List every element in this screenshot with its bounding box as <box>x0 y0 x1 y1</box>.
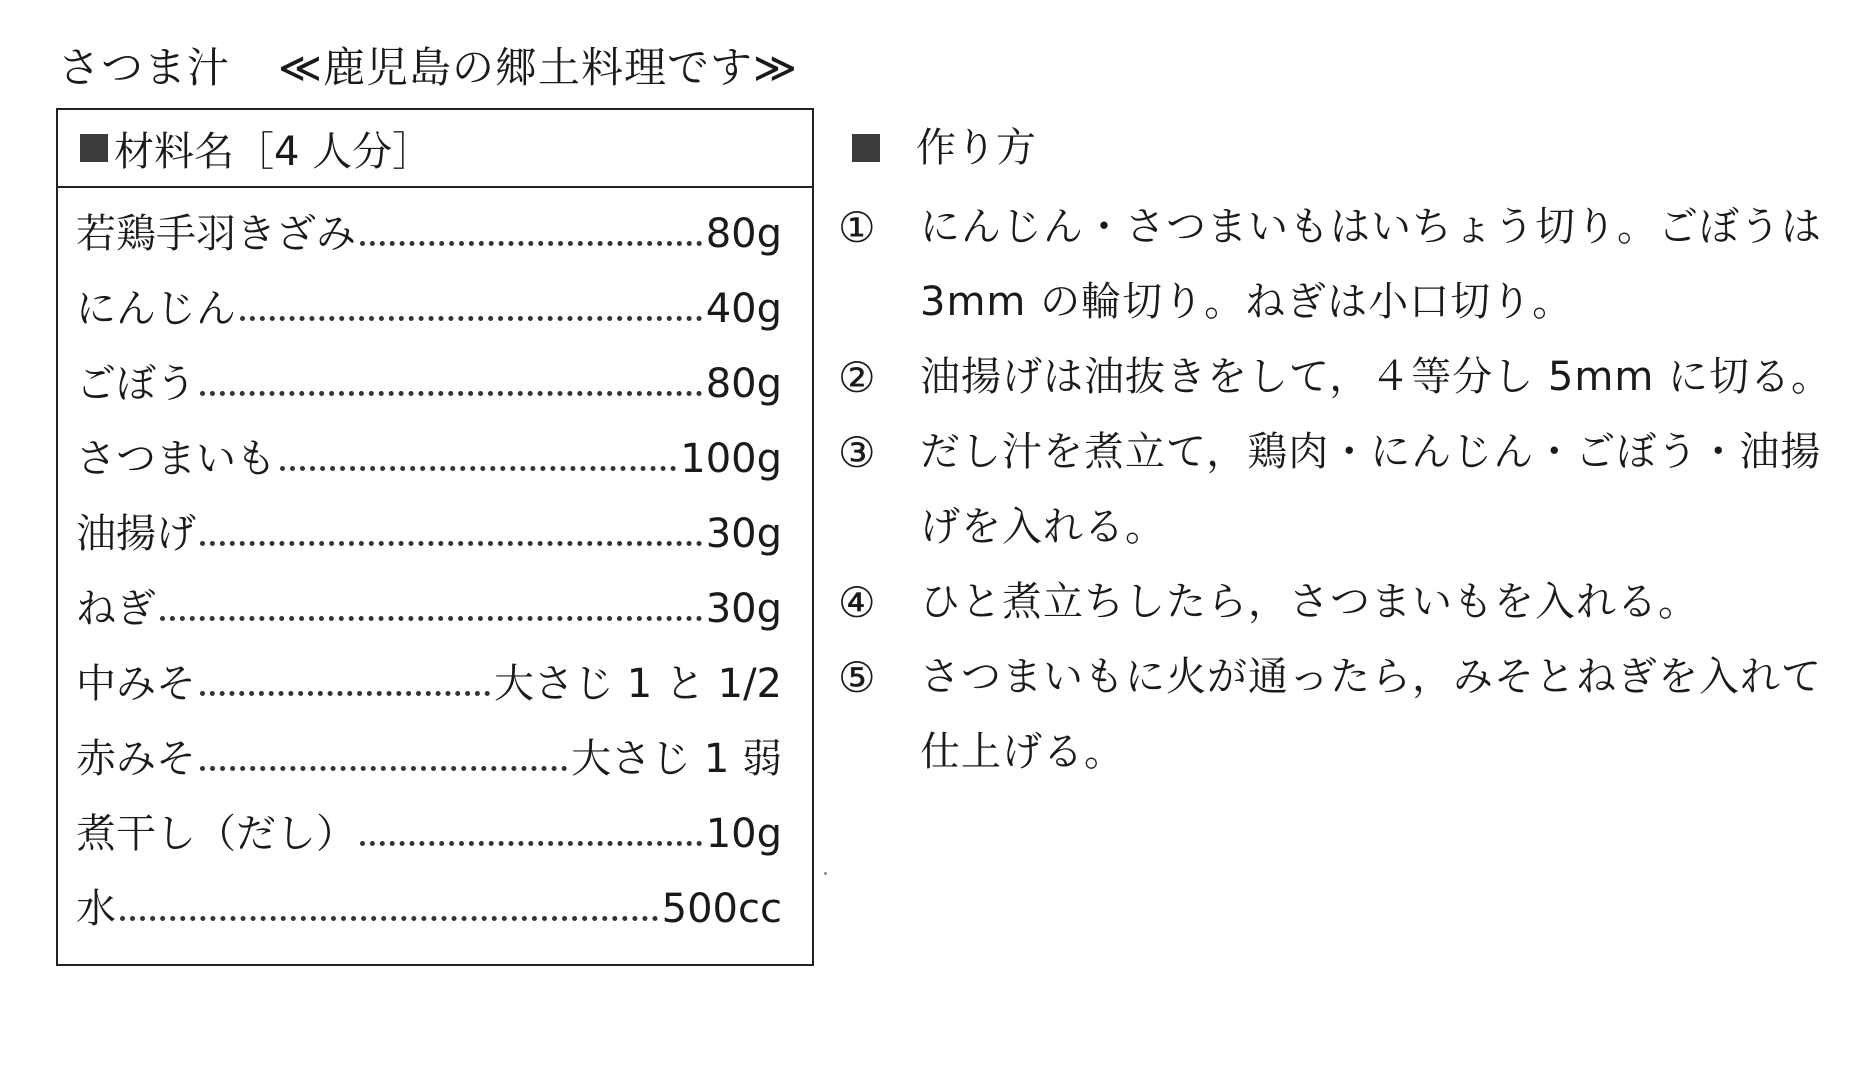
step-number: ② <box>838 353 876 402</box>
ingredient-amount: 30g <box>705 586 782 632</box>
dish-subtitle: ≪鹿児島の郷土料理です≫ <box>278 43 798 92</box>
ingredients-list <box>58 191 812 941</box>
dot-leader <box>200 691 490 696</box>
ingredient-amount: 30g <box>705 511 782 557</box>
ingredient-row <box>58 566 812 641</box>
ingredient-row <box>58 191 812 266</box>
method-steps <box>838 190 1838 790</box>
dot-leader <box>160 616 702 621</box>
dot-leader <box>360 241 702 246</box>
step-number: ① <box>838 203 876 252</box>
ingredient-row <box>58 716 812 791</box>
method-step <box>838 190 1838 340</box>
step-text: だし汁を煮立て，鶏肉・にんじん・ごぼう・油揚げを入れる。 <box>920 429 1822 550</box>
recipe-title <box>58 38 798 98</box>
method-header <box>852 118 1036 178</box>
ingredient-name: 煮干し（だし） <box>76 811 356 857</box>
ingredient-row <box>58 491 812 566</box>
ingredient-row <box>58 791 812 866</box>
ingredient-name: にんじん <box>76 286 236 332</box>
method-step <box>838 415 1838 565</box>
dot-leader <box>240 316 702 321</box>
ingredient-amount: 80g <box>705 211 782 257</box>
dot-leader <box>200 391 702 396</box>
step-number: ④ <box>838 578 876 627</box>
ingredient-name: さつまいも <box>76 436 276 482</box>
ingredient-row <box>58 641 812 716</box>
ingredient-name: 水 <box>76 886 116 932</box>
ingredient-name: ごぼう <box>76 361 196 407</box>
ingredient-row <box>58 866 812 941</box>
ingredient-amount: 大さじ 1 弱 <box>571 736 782 782</box>
dot-leader <box>200 766 567 771</box>
ingredients-header <box>58 110 812 188</box>
ingredient-row <box>58 341 812 416</box>
method-header-label: 作り方 <box>916 125 1036 171</box>
square-bullet-icon <box>852 134 880 162</box>
step-number: ⑤ <box>838 653 876 702</box>
method-step <box>838 565 1838 640</box>
method-step <box>838 640 1838 790</box>
ingredient-amount: 大さじ 1 と 1/2 <box>494 661 782 707</box>
step-number: ③ <box>838 428 876 477</box>
step-text: ひと煮立ちしたら，さつまいもを入れる。 <box>920 579 1699 625</box>
ingredients-header-label: 材料名［4 人分］ <box>114 128 433 175</box>
ingredient-amount: 10g <box>705 811 782 857</box>
step-text: さつまいもに火が通ったら，みそとねぎを入れて仕上げる。 <box>920 654 1822 775</box>
square-bullet-icon <box>80 134 108 162</box>
method-step <box>838 340 1838 415</box>
ingredient-row <box>58 266 812 341</box>
stray-dot <box>824 872 827 875</box>
ingredient-amount: 500cc <box>661 886 782 932</box>
step-text: にんじん・さつまいもはいちょう切り。ごぼうは 3mm の輪切り。ねぎは小口切り。 <box>920 204 1822 325</box>
ingredient-amount: 100g <box>680 436 782 482</box>
step-text: 油揚げは油抜きをして，４等分し 5mm に切る。 <box>920 354 1833 400</box>
dish-name: さつま汁 <box>58 43 231 92</box>
ingredient-name: 赤みそ <box>76 736 196 782</box>
ingredients-box <box>56 108 814 966</box>
ingredient-name: ねぎ <box>76 586 156 632</box>
dot-leader <box>360 841 702 846</box>
ingredient-amount: 40g <box>705 286 782 332</box>
ingredient-amount: 80g <box>705 361 782 407</box>
dot-leader <box>120 916 658 921</box>
ingredient-name: 油揚げ <box>76 511 196 557</box>
dot-leader <box>200 541 702 546</box>
ingredient-row <box>58 416 812 491</box>
ingredient-name: 若鶏手羽きざみ <box>76 211 356 257</box>
dot-leader <box>280 466 676 471</box>
ingredient-name: 中みそ <box>76 661 196 707</box>
